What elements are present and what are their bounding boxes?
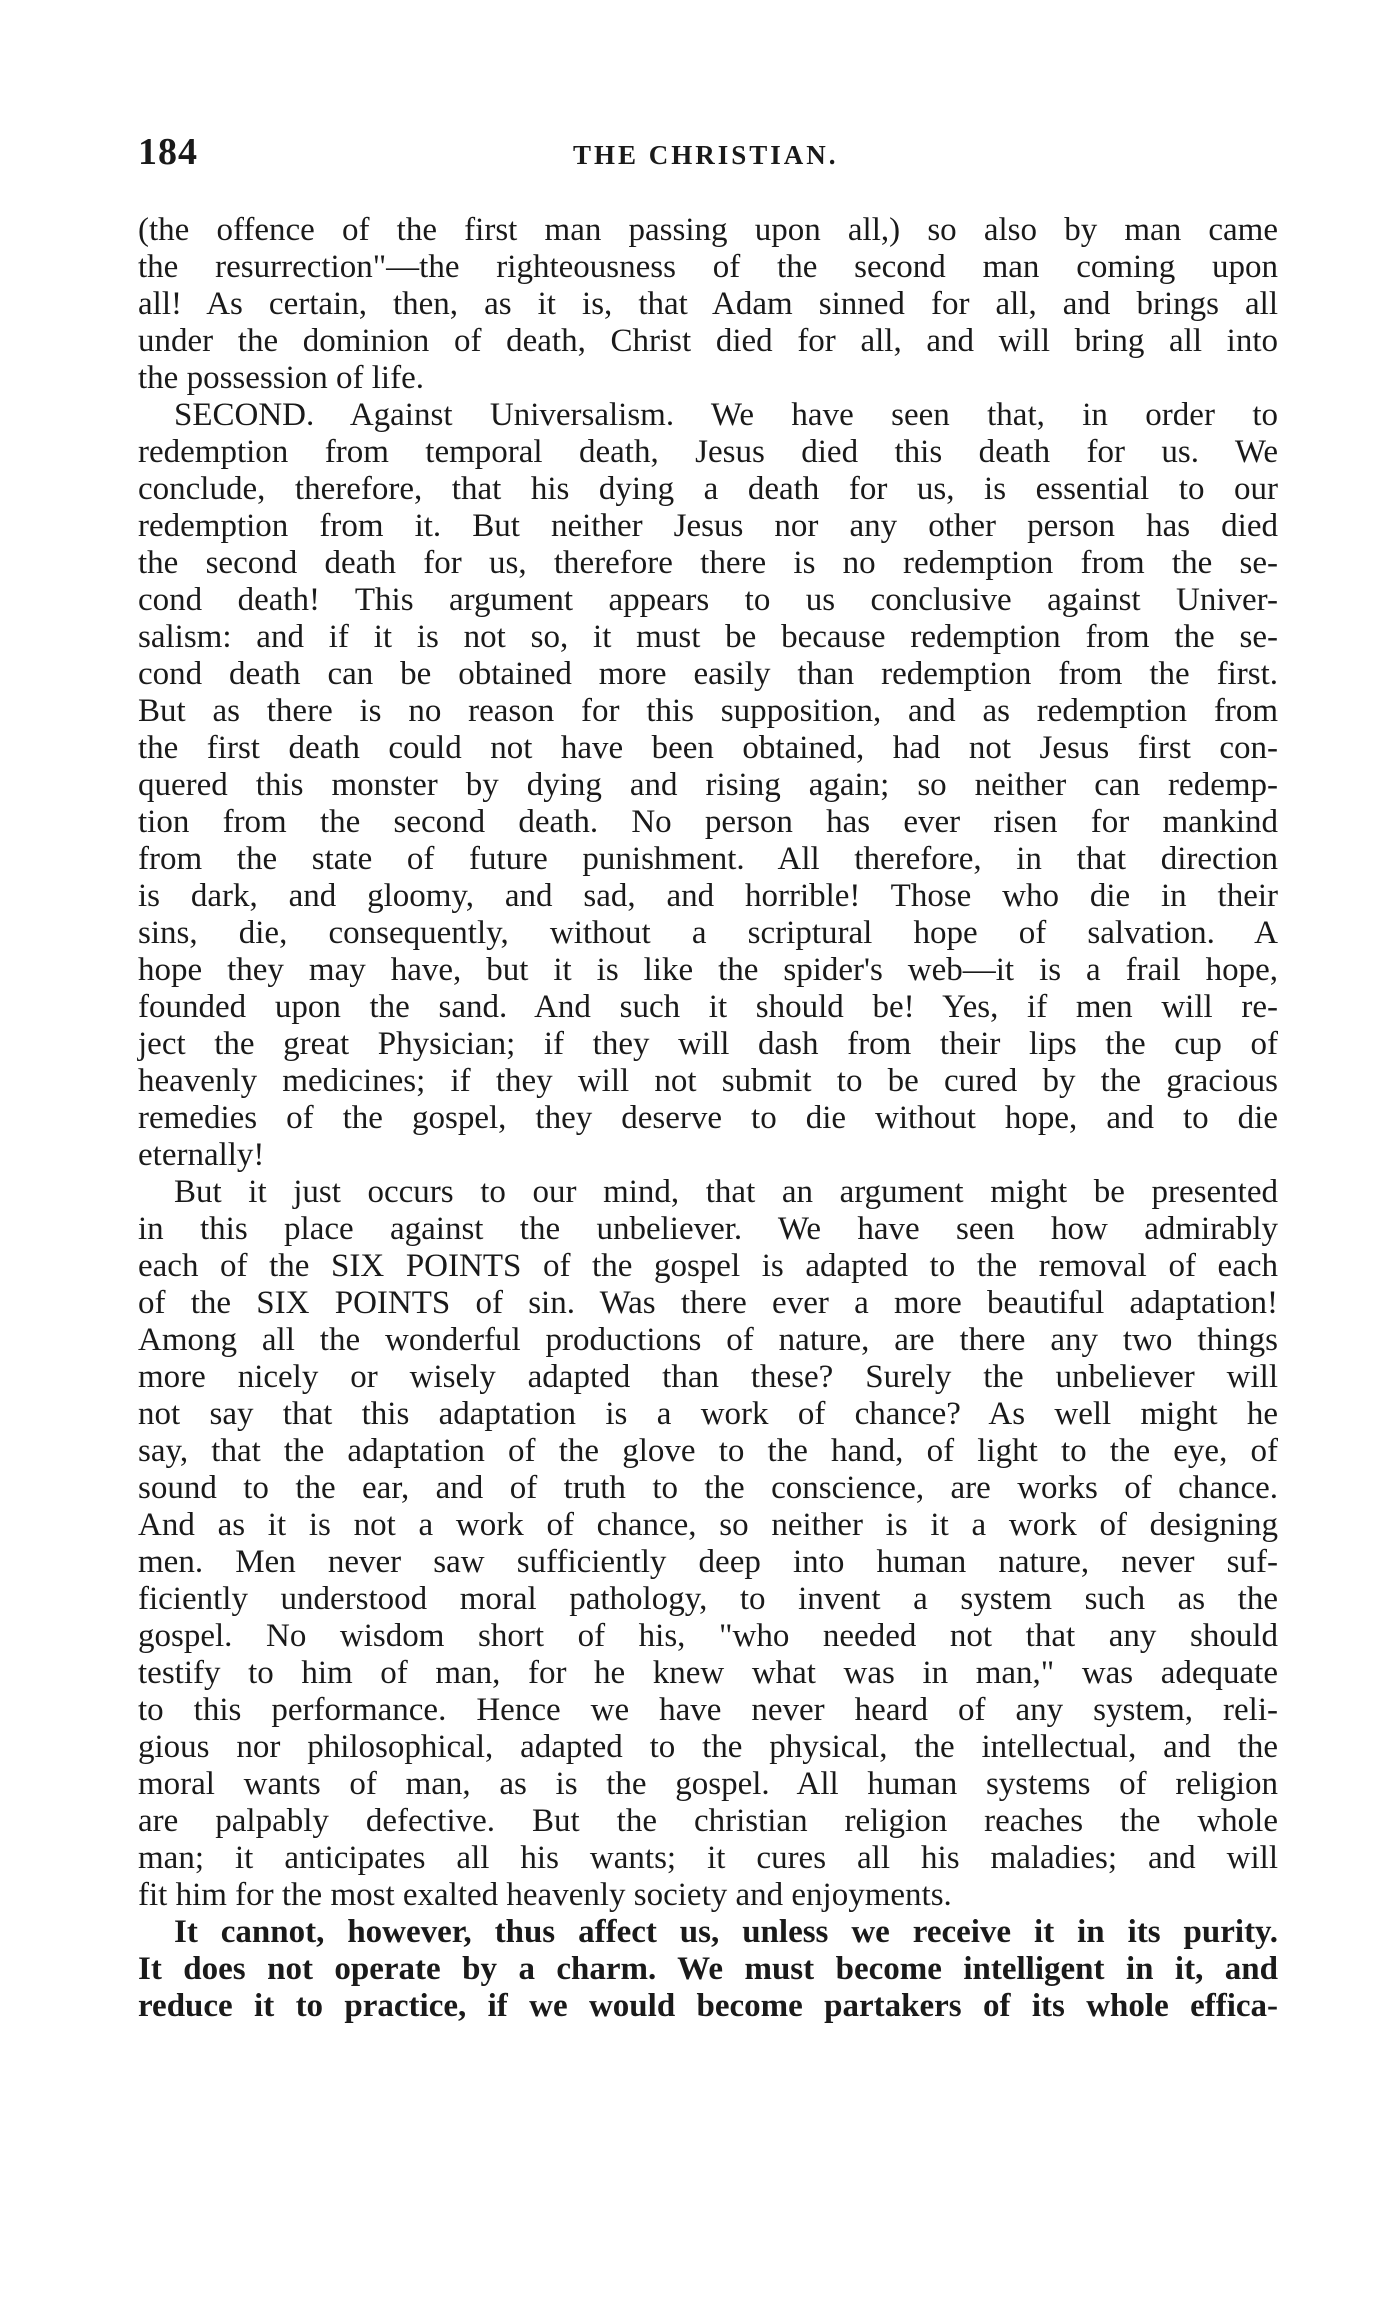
text-line: gious nor philosophical, adapted to the physical, the intellectual, and the xyxy=(138,1729,1278,1765)
body-text xyxy=(138,212,1278,2025)
text-line: founded upon the sand. And such it should be! Yes, if men will re- xyxy=(138,989,1278,1025)
text-line: cond death! This argument appears to us conclusive against Univer- xyxy=(138,582,1278,618)
text-line: from the state of future punishment. All therefore, in that direction xyxy=(138,841,1278,877)
text-line: SECOND. Against Universalism. We have seen that, in order to xyxy=(174,397,1278,433)
text-line: the second death for us, therefore there is no redemption from the se- xyxy=(138,545,1278,581)
text-line: Among all the wonderful productions of nature, are there any two things xyxy=(138,1322,1278,1358)
paragraph-1 xyxy=(138,212,1278,397)
text-line: redemption from temporal death, Jesus died this death for us. We xyxy=(138,434,1278,470)
text-line: all! As certain, then, as it is, that Adam sinned for all, and brings all xyxy=(138,286,1278,322)
paragraph-3 xyxy=(138,1174,1278,1914)
text-line: And as it is not a work of chance, so neither is it a work of designing xyxy=(138,1507,1278,1543)
text-line: eternally! xyxy=(138,1137,265,1173)
text-line: gospel. No wisdom short of his, "who needed not that any should xyxy=(138,1618,1278,1654)
paragraph-4 xyxy=(138,1914,1278,2025)
page-header xyxy=(138,130,1278,180)
text-line: cond death can be obtained more easily than redemption from the first. xyxy=(138,656,1278,692)
text-line: tion from the second death. No person has ever risen for mankind xyxy=(138,804,1278,840)
text-line: ficiently understood moral pathology, to invent a system such as the xyxy=(138,1581,1278,1617)
page-number: 184 xyxy=(138,131,198,173)
text-line: each of the SIX POINTS of the gospel is adapted to the removal of each xyxy=(138,1248,1278,1284)
text-line: the first death could not have been obtained, had not Jesus first con- xyxy=(138,730,1278,766)
text-line: conclude, therefore, that his dying a death for us, is essential to our xyxy=(138,471,1278,507)
text-line: the possession of life. xyxy=(138,360,424,396)
text-line: to this performance. Hence we have never heard of any system, reli- xyxy=(138,1692,1278,1728)
text-line: the resurrection"—the righteousness of the second man coming upon xyxy=(138,249,1278,285)
text-line: heavenly medicines; if they will not submit to be cured by the gracious xyxy=(138,1063,1278,1099)
text-line: It does not operate by a charm. We must become intelligent in it, and xyxy=(138,1951,1278,1987)
text-line: men. Men never saw sufficiently deep into human nature, never suf- xyxy=(138,1544,1278,1580)
text-line: not say that this adaptation is a work of chance? As well might he xyxy=(138,1396,1278,1432)
paragraph-2 xyxy=(138,397,1278,1174)
text-line: salism: and if it is not so, it must be because redemption from the se- xyxy=(138,619,1278,655)
text-line: say, that the adaptation of the glove to the hand, of light to the eye, of xyxy=(138,1433,1278,1469)
text-line: of the SIX POINTS of sin. Was there ever a more beautiful adaptation! xyxy=(138,1285,1278,1321)
text-line: sound to the ear, and of truth to the conscience, are works of chance. xyxy=(138,1470,1278,1506)
text-line: ject the great Physician; if they will dash from their lips the cup of xyxy=(138,1026,1278,1062)
text-line: more nicely or wisely adapted than these? Surely the unbeliever will xyxy=(138,1359,1278,1395)
text-line: (the offence of the first man passing upon all,) so also by man came xyxy=(138,212,1278,248)
text-line: man; it anticipates all his wants; it cures all his maladies; and will xyxy=(138,1840,1278,1876)
text-line: hope they may have, but it is like the spider's web—it is a frail hope, xyxy=(138,952,1278,988)
text-line: It cannot, however, thus affect us, unless we receive it in its purity. xyxy=(174,1914,1278,1950)
text-line: is dark, and gloomy, and sad, and horrible! Those who die in their xyxy=(138,878,1278,914)
text-line: remedies of the gospel, they deserve to die without hope, and to die xyxy=(138,1100,1278,1136)
running-head: THE CHRISTIAN. xyxy=(573,140,839,170)
text-line: under the dominion of death, Christ died for all, and will bring all into xyxy=(138,323,1278,359)
text-line: reduce it to practice, if we would become partakers of its whole effica- xyxy=(138,1988,1278,2024)
text-line: are palpably defective. But the christian religion reaches the whole xyxy=(138,1803,1278,1839)
text-line: sins, die, consequently, without a scriptural hope of salvation. A xyxy=(138,915,1278,951)
text-line: But it just occurs to our mind, that an argument might be presented xyxy=(174,1174,1278,1210)
text-line: moral wants of man, as is the gospel. All human systems of religion xyxy=(138,1766,1278,1802)
text-line: testify to him of man, for he knew what was in man," was adequate xyxy=(138,1655,1278,1691)
text-line: fit him for the most exalted heavenly society and enjoyments. xyxy=(138,1877,952,1913)
text-line: quered this monster by dying and rising again; so neither can redemp- xyxy=(138,767,1278,803)
text-line: in this place against the unbeliever. We have seen how admirably xyxy=(138,1211,1278,1247)
text-line: But as there is no reason for this supposition, and as redemption from xyxy=(138,693,1278,729)
text-line: redemption from it. But neither Jesus nor any other person has died xyxy=(138,508,1278,544)
